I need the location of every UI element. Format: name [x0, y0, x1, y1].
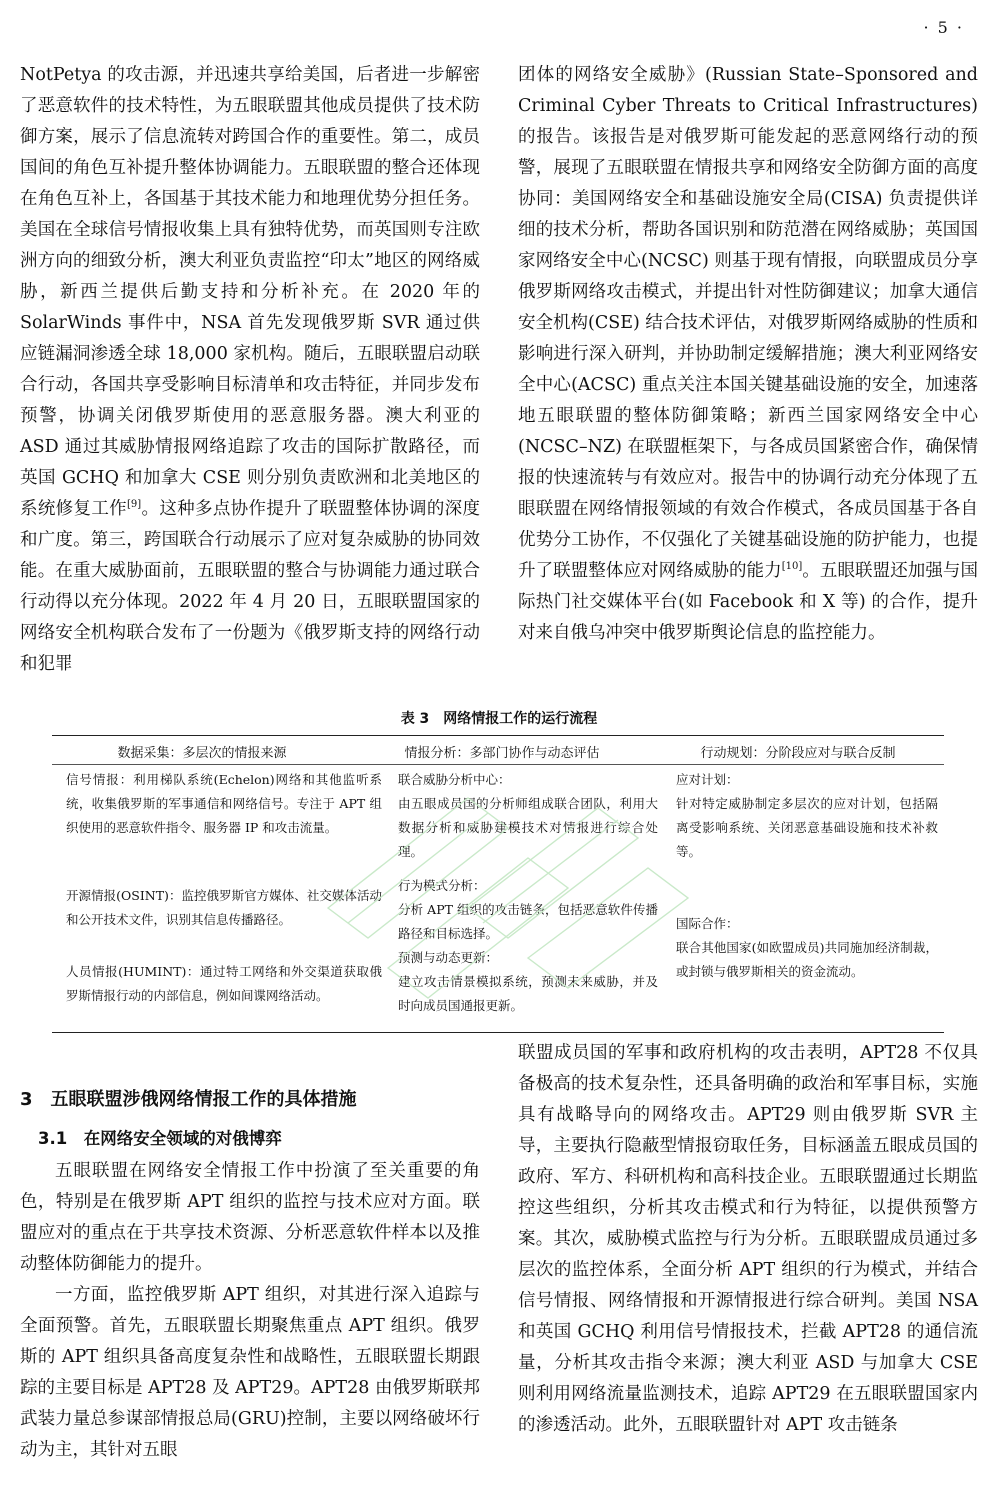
citation-ref: [10]: [781, 561, 803, 573]
table-cell: [66, 768, 382, 840]
cell-text: 建立攻击情景模拟系统，预测未来威胁，并及时向成员国通报更新。: [398, 974, 658, 1013]
cell-title: 预测与动态更新：: [398, 950, 499, 965]
citation-ref: [9]: [127, 499, 142, 511]
body-column-bottom-left: [20, 1084, 480, 1466]
cell-text: 开源情报(OSINT)：监控俄罗斯官方媒体、社交媒体活动和公开技术文件，识别其信息传播路径。: [66, 888, 382, 927]
cell-text: 针对特定威胁制定多层次的应对计划，包括隔离受影响系统、关闭恶意基础设施和技术补救等。: [676, 796, 938, 859]
body-column-bottom-right: [518, 1038, 978, 1441]
cell-title: 行为模式分析：: [398, 878, 486, 893]
subsection-heading: 3.1 在网络安全领域的对俄博弈: [38, 1129, 282, 1148]
table-header-row: [52, 736, 944, 765]
paragraph: 五眼联盟在网络安全情报工作中扮演了至关重要的角色，特别是在俄罗斯 APT 组织的监控与技术应对方面。联盟应对的重点在于共享技术资源、分析恶意软件样本以及推动整体防御能力的提升。: [20, 1161, 480, 1274]
table-cell: [398, 874, 658, 946]
body-text: 。这种多点协作提升了联盟整体协调的深度和广度。第三，跨国联合行动展示了应对复杂威胁的协同效能。在重大威胁面前，五眼联盟的整合与协调能力通过联合行动得以充分体现。2022 年 4 月 20 日，五眼联盟国家的网络安全机构联合发布了一份题为《俄罗斯支持的网络行动和犯罪: [20, 499, 480, 674]
body-column-top-left: [20, 60, 480, 680]
table-caption: 表 3 网络情报工作的运行流程: [400, 711, 598, 727]
body-text: NotPetya 的攻击源，并迅速共享给美国，后者进一步解密了恶意软件的技术特性，为五眼联盟其他成员提供了技术防御方案，展示了信息流转对跨国合作的重要性。第二，成员国间的角色互补提升整体协调能力。五眼联盟的整合还体现在角色互补上，各国基于其技术能力和地理优势分担任务。美国在全球信号情报收集上具有独特优势，而英国则专注欧洲方向的细致分析，澳大利亚负责监控“印太”地区的网络威胁，新西兰提供后勤支持和分析补充。在 2020 年的 SolarWinds 事件中，NSA 首先发现俄罗斯 SVR 通过供应链漏洞渗透全球 18,000 家机构。随后，五眼联盟启动联合行动，各国共享受影响目标清单和攻击特征，并同步发布预警，协调关闭俄罗斯使用的恶意服务器。澳大利亚的 ASD 通过其威胁情报网络追踪了攻击的国际扩散路径，而英国 GCHQ 和加拿大 CSE 则分别负责欧洲和北美地区的系统修复工作: [20, 65, 480, 519]
cell-text: 联合其他国家(如欧盟成员)共同施加经济制裁，或封锁与俄罗斯相关的资金流动。: [676, 940, 938, 979]
table-header-action: 行动规划：分阶段应对与联合反制: [700, 746, 896, 761]
table-cell: [676, 768, 938, 864]
cell-text: 由五眼成员国的分析师组成联合团队，利用大数据分析和威胁建模技术对情报进行综合处理。: [398, 796, 658, 859]
table-cell: [66, 884, 382, 932]
table-header-analysis: 情报分析：多部门协作与动态评估: [404, 746, 600, 761]
page-number: · 5 ·: [923, 18, 964, 37]
cell-title: 应对计划：: [676, 772, 739, 787]
cell-text: 分析 APT 组织的攻击链条，包括恶意软件传播路径和目标选择。: [398, 902, 658, 941]
paragraph: 一方面，监控俄罗斯 APT 组织，对其进行深入追踪与全面预警。首先，五眼联盟长期聚焦重点 APT 组织。俄罗斯的 APT 组织具备高度复杂性和战略性，五眼联盟长期跟踪的主要目标是 APT28 及 APT29。APT28 由俄罗斯联邦武装力量总参谋部情报总局(GRU)控制，主要以网络破坏行动为主，其针对五眼: [20, 1285, 480, 1460]
table-cell: [398, 768, 658, 864]
cell-text: 信号情报：利用梯队系统(Echelon)网络和其他监听系统，收集俄罗斯的军事通信和网络信号。专注于 APT 组织使用的恶意软件指令、服务器 IP 和攻击流量。: [66, 772, 382, 835]
section-heading: 3 五眼联盟涉俄网络情报工作的具体措施: [20, 1089, 357, 1110]
cell-title: 联合威胁分析中心：: [398, 772, 511, 787]
paragraph: 联盟成员国的军事和政府机构的攻击表明，APT28 不仅具备极高的技术复杂性，还具备明确的政治和军事目标，实施具有战略导向的网络攻击。APT29 则由俄罗斯 SVR 主导，主要执行隐蔽型情报窃取任务，目标涵盖五眼成员国的政府、军方、科研机构和高科技企业。五眼联盟通过长期监控这些组织，分析其攻击模式和行为特征，以提供预警方案。其次，威胁模式监控与行为分析。五眼联盟成员通过多层次的监控体系，全面分析 APT 组织的行为模式，并结合信号情报、网络情报和开源情报进行综合研判。美国 NSA 和英国 GCHQ 利用信号情报技术，拦截 APT28 的通信流量，分析其攻击指令来源；澳大利亚 ASD 与加拿大 CSE 则利用网络流量监测技术，追踪 APT29 在五眼联盟国家内的渗透活动。此外，五眼联盟针对 APT 攻击链条: [518, 1043, 978, 1435]
table-header-data-collection: 数据采集：多层次的情报来源: [117, 746, 287, 761]
cell-title: 国际合作：: [676, 916, 739, 931]
workflow-table: [52, 735, 944, 1033]
table-cell: [66, 960, 382, 1008]
table-cell: [398, 946, 658, 1018]
table-cell: [676, 912, 938, 984]
body-text: 。五眼联盟还加强与国际热门社交媒体平台(如 Facebook 和 X 等) 的合作，提升对来自俄乌冲突中俄罗斯舆论信息的监控能力。: [518, 561, 979, 643]
cell-text: 人员情报(HUMINT)：通过特工网络和外交渠道获取俄罗斯情报行动的内部信息，例如间谍网络活动。: [66, 964, 382, 1003]
body-column-top-right: [518, 60, 978, 649]
body-text: 团体的网络安全威胁》(Russian State–Sponsored and Criminal Cyber Threats to Critical Infrastructures) 的报告。该报告是对俄罗斯可能发起的恶意网络行动的预警，展现了五眼联盟在情报共享和网络安全防御方面的高度协同：美国网络安全和基础设施安全局(CISA) 负责提供详细的技术分析，帮助各国识别和防范潜在网络威胁；英国国家网络安全中心(NCSC) 则基于现有情报，向联盟成员分享俄罗斯网络攻击模式，并提出针对性防御建议；加拿大通信安全机构(CSE) 结合技术评估，对俄罗斯网络威胁的性质和影响进行深入研判，并协助制定缓解措施；澳大利亚网络安全中心(ACSC) 重点关注本国关键基础设施的安全，加速落地五眼联盟的整体防御策略；新西兰国家网络安全中心(NCSC–NZ) 在联盟框架下，与各成员国紧密合作，确保情报的快速流转与有效应对。报告中的协调行动充分体现了五眼联盟在网络情报领域的有效合作模式，各成员国基于各自优势分工协作，不仅强化了关键基础设施的防护能力，也提升了联盟整体应对网络威胁的能力: [518, 65, 978, 581]
